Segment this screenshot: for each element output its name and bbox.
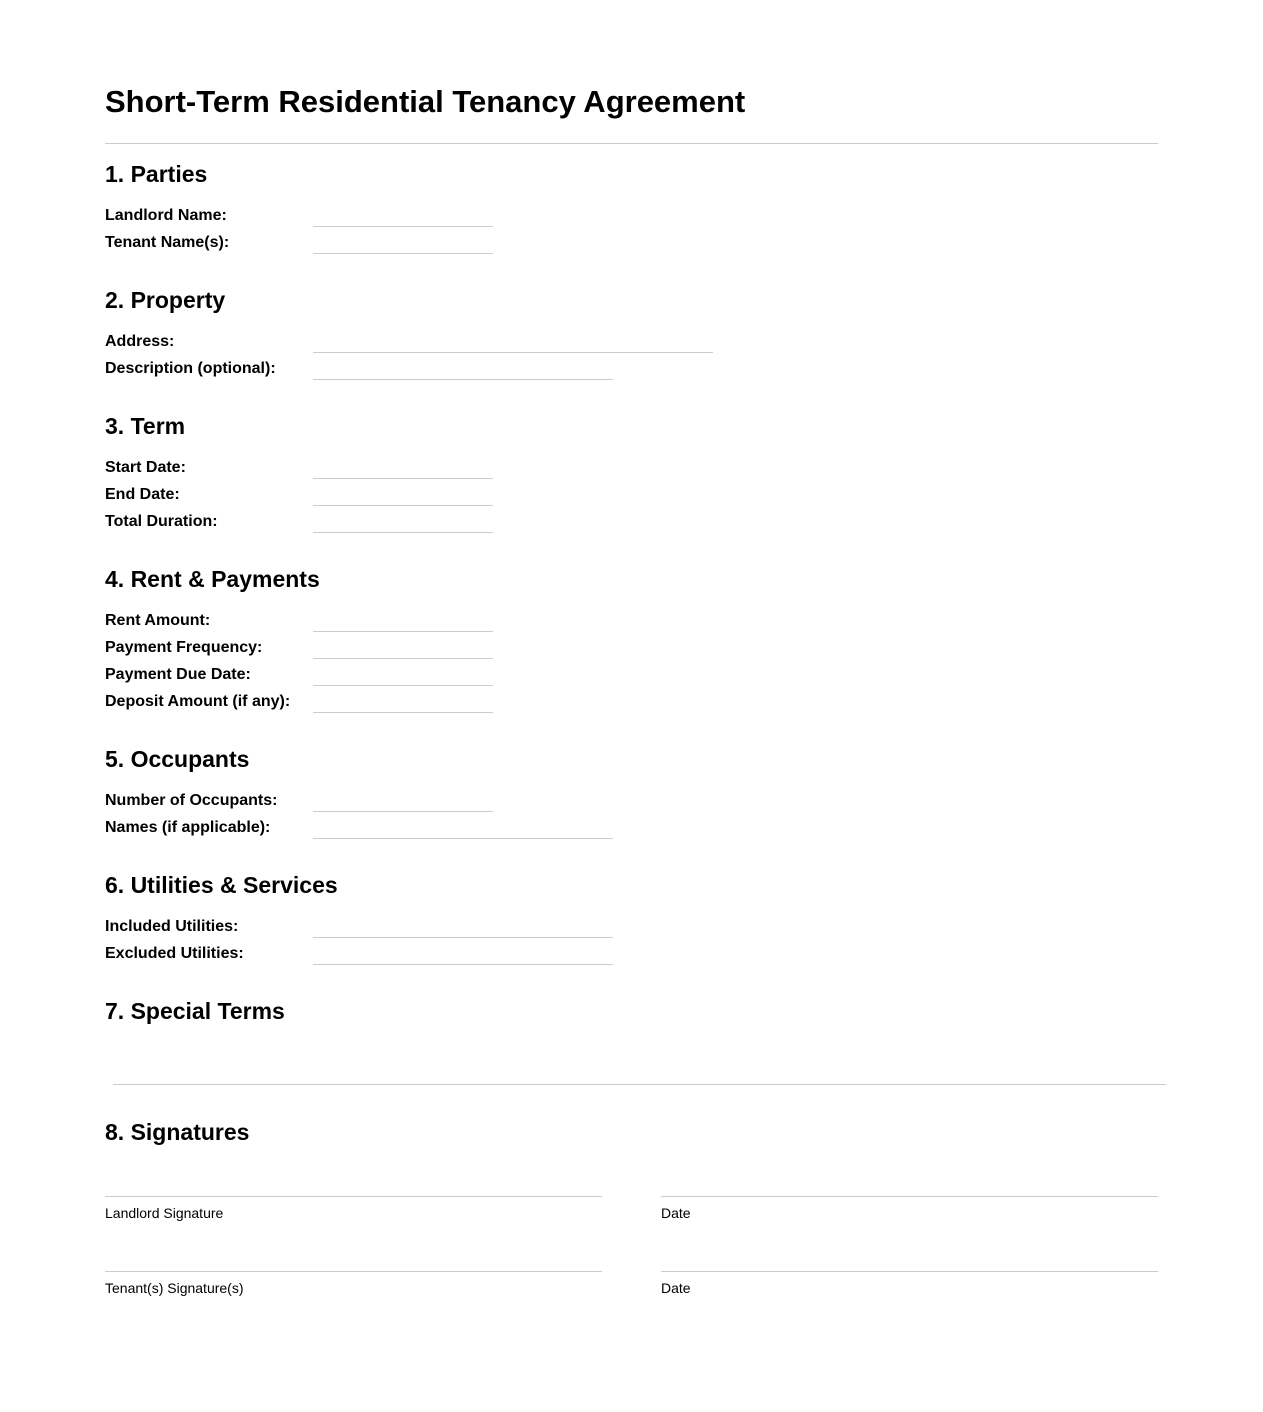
tenant-signature-line[interactable] — [105, 1271, 602, 1272]
title-divider — [105, 143, 1158, 144]
landlord-date-label: Date — [661, 1205, 691, 1221]
payment-frequency-field[interactable] — [313, 658, 493, 659]
description-field[interactable] — [313, 379, 613, 380]
start-date-field[interactable] — [313, 478, 493, 479]
included-utilities-field[interactable] — [313, 937, 613, 938]
address-label: Address: — [105, 333, 175, 350]
deposit-amount-label: Deposit Amount (if any): — [105, 693, 291, 710]
description-label: Description (optional): — [105, 360, 276, 377]
tenant-date-label: Date — [661, 1280, 691, 1296]
total-duration-field[interactable] — [313, 532, 493, 533]
deposit-amount-field[interactable] — [313, 712, 493, 713]
section-heading-utilities: 6. Utilities & Services — [105, 872, 338, 898]
section-heading-term: 3. Term — [105, 413, 186, 439]
rent-amount-field[interactable] — [313, 631, 493, 632]
number-of-occupants-field[interactable] — [313, 811, 493, 812]
rent-amount-label: Rent Amount: — [105, 612, 211, 629]
end-date-label: End Date: — [105, 486, 180, 503]
excluded-utilities-field[interactable] — [313, 964, 613, 965]
tenant-names-label: Tenant Name(s): — [105, 234, 230, 251]
section-heading-signatures: 8. Signatures — [105, 1119, 250, 1145]
section-heading-rent-payments: 4. Rent & Payments — [105, 566, 320, 592]
tenant-date-line[interactable] — [661, 1271, 1158, 1272]
tenant-names-field[interactable] — [313, 253, 493, 254]
landlord-name-label: Landlord Name: — [105, 207, 227, 224]
section-heading-occupants: 5. Occupants — [105, 746, 250, 772]
payment-frequency-label: Payment Frequency: — [105, 639, 263, 656]
excluded-utilities-label: Excluded Utilities: — [105, 945, 244, 962]
section-heading-property: 2. Property — [105, 287, 226, 313]
payment-due-date-field[interactable] — [313, 685, 493, 686]
end-date-field[interactable] — [313, 505, 493, 506]
special-terms-field[interactable] — [113, 1084, 1166, 1085]
start-date-label: Start Date: — [105, 459, 186, 476]
landlord-signature-label: Landlord Signature — [105, 1205, 224, 1221]
number-of-occupants-label: Number of Occupants: — [105, 792, 278, 809]
section-heading-parties: 1. Parties — [105, 161, 208, 187]
total-duration-label: Total Duration: — [105, 513, 218, 530]
landlord-name-field[interactable] — [313, 226, 493, 227]
address-field[interactable] — [313, 352, 713, 353]
payment-due-date-label: Payment Due Date: — [105, 666, 251, 683]
included-utilities-label: Included Utilities: — [105, 918, 239, 935]
landlord-signature-line[interactable] — [105, 1196, 602, 1197]
document-title: Short-Term Residential Tenancy Agreement — [105, 84, 746, 119]
landlord-date-line[interactable] — [661, 1196, 1158, 1197]
occupant-names-field[interactable] — [313, 838, 613, 839]
section-heading-special-terms: 7. Special Terms — [105, 998, 285, 1024]
tenant-signature-label: Tenant(s) Signature(s) — [105, 1280, 244, 1296]
occupant-names-label: Names (if applicable): — [105, 819, 271, 836]
